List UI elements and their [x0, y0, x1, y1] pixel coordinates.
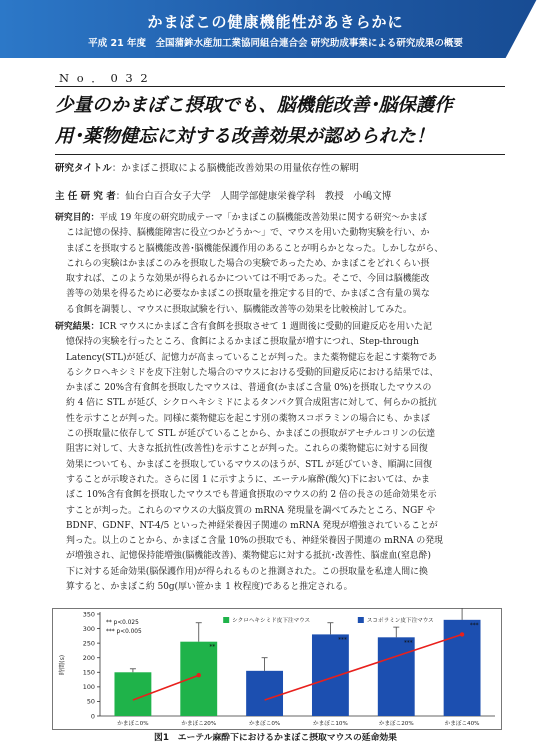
y-tick-label: 350 [82, 610, 95, 619]
trend-point [197, 673, 201, 677]
y-tick-label: 150 [82, 668, 95, 677]
trend-point [460, 632, 464, 636]
purpose-label: 研究目的： [55, 213, 100, 223]
results-text: Latency(STL)が延び、記憶力が高まっていることが判った。また薬物健忘を起こす薬物であ [66, 352, 437, 363]
purpose-text: る食餌を調製し、マウスに摂取試験を行い、脳機能改善等の効果を比較検討してみた。 [66, 304, 412, 315]
figure-caption: 図1 エーテル麻酔下におけるかまぼこ摂取マウスの延命効果 [154, 733, 397, 743]
significance-legend: *** p<0.005 [106, 629, 142, 635]
significance-legend: ** p<0.025 [106, 620, 139, 626]
legend-label: スコポラミン皮下注マウス [366, 618, 434, 624]
research-title-value: ：かまぼこ摂取による脳機能改善効果の用量依存性の解明 [111, 163, 359, 174]
results-line [55, 504, 501, 519]
purpose-text: 善等の効果を得るために必要なかまぼこの摂取量を推定する目的で、かまぼこ含有量の異な [66, 289, 430, 300]
significance-label: *** [338, 637, 347, 644]
significance-label: *** [403, 640, 413, 647]
purpose-text: これらの実験はかまぼこのみを摂取した場合の実験であったため、かまぼこをどれくらい摂 [66, 258, 430, 269]
purpose-text: こは記憶の保持、脳機能障害に役立つかどうか～」で、マウスを用いた動物実験を行い、か [66, 228, 430, 239]
purpose-text: まぼこを摂取すると脳機能改善･脳機能保護作用のあることが明らかとなった。しかしながら、 [66, 243, 444, 254]
purpose-line [55, 272, 501, 287]
results-line [55, 351, 501, 366]
purpose-line [55, 226, 501, 241]
purpose-line [55, 287, 501, 302]
y-tick-label: 200 [82, 654, 95, 663]
legend-swatch [358, 617, 364, 623]
results-line [55, 488, 501, 503]
y-tick-label: 50 [86, 697, 95, 706]
lead-researcher-value: ：仙台白百合女子大学 人間学部健康栄養学科 教授 小嶋文博 [115, 191, 392, 202]
results-text: 算すると、かまぼこ約 50g(厚い笹かま 1 枚程度)であると推定される。 [66, 582, 353, 593]
bar [246, 671, 283, 716]
results-line [55, 366, 501, 381]
y-tick-label: 250 [82, 639, 95, 648]
purpose-line [55, 242, 501, 257]
results-text: るシクロヘキシミドを皮下注射した場合のマウスにおける受動的回避反応における結果では、 [66, 367, 439, 378]
results-label: 研究結果： [55, 322, 100, 332]
results-text: ICR マウスにかまぼこ含有食餌を摂取させて 1 週間後に受動的回避反応を用いた記 [99, 322, 432, 332]
results-line [55, 534, 501, 549]
results-line [55, 519, 501, 534]
legend-label: シクロヘキシミド皮下注マウス [232, 618, 311, 624]
purpose-text: 取すれば、このような効果が得られるかについては不明であった。そこで、今回は脳機能改 [66, 274, 430, 285]
header-title: かまぼこの健康機能性があきらかに [147, 13, 404, 31]
results-line [55, 580, 501, 595]
headline [55, 86, 505, 155]
results-text: 下に対する延命効果(脳保護作用)が得られるものと推測された。この摂取量を私達人間に換 [66, 566, 428, 577]
lead-researcher [55, 188, 391, 202]
results-text: が増強され、記憶保持能増強(脳機能改善)、薬物健忘に対する抵抗･改善性、脳虚血(窒息酔) [66, 551, 431, 562]
research-title [55, 160, 359, 174]
results-line [55, 473, 501, 488]
x-tick-label: かまぼこ40% [444, 721, 480, 727]
x-tick-label: かまぼこ20% [378, 721, 414, 727]
y-tick-label: 300 [82, 624, 95, 633]
y-tick-label: 0 [90, 712, 95, 721]
results-text: かまぼこ 20%含有食餌を摂取したマウスは、普通食(かまぼこ含量 0%)を摂取したマウスの [66, 383, 432, 394]
research-results [55, 320, 501, 595]
results-text: することが示唆された。さらに図 1 に示すように、エーテル麻酔(酸欠)下においては、かま [66, 474, 430, 485]
results-text: 約 4 倍に STL が延び、シクロヘキシミドによるタンパク質合成阻害に対して、何らかの抵抗 [66, 398, 437, 409]
results-line [55, 320, 501, 335]
purpose-text: 平成 19 年度の研究助成テーマ「かまぼこの脳機能改善効果に関する研究～かまぼ [99, 213, 427, 223]
purpose-line [55, 257, 501, 272]
purpose-line [55, 303, 501, 318]
document-number: N o ． 0 3 2 [59, 71, 150, 85]
results-line [55, 412, 501, 427]
results-text: この摂取量に依存して STL が延びていることから、かまぼこの摂取がアセチルコリンの伝達 [66, 429, 436, 440]
x-tick-label: かまぼこ20% [181, 721, 217, 727]
y-tick-label: 100 [82, 683, 95, 692]
legend-swatch [223, 617, 229, 623]
results-line [55, 381, 501, 396]
results-text: 阻害に対して、大きな抵抗性(改善性)を示すことが判った。これらの薬物健忘に対する回復 [66, 444, 428, 455]
headline-line-2: 用･薬物健忘に対する改善効果が認められた！ [55, 126, 435, 147]
headline-line-1: 少量のかまぼこ摂取でも、脳機能改善･脳保護作 [55, 95, 453, 116]
results-line [55, 565, 501, 580]
results-text: 性を示すことが判った。同様に薬物健忘を起こす別の薬物スコポラミンの場合にも、かまぼ [66, 413, 430, 424]
purpose-line [55, 211, 501, 226]
results-text: 効果についても、かまぼこを摂取しているマウスのほうが、STL が延びていき、順調に回復 [66, 459, 433, 470]
bar [378, 637, 415, 716]
x-tick-label: かまぼこ0% [117, 721, 149, 727]
results-text: ぼこ 10%含有食餌を摂取したマウスでも普通食摂取のマウスの約 2 倍の長さの延命効果を示 [66, 490, 437, 501]
y-axis-label: 時間(s) [59, 654, 66, 676]
results-text: すことが判った。これらのマウスの大脳皮質の mRNA 発現量を調べてみたところ、NGF や [66, 505, 436, 516]
header-banner [0, 0, 551, 58]
research-title-label: 研究タイトル [55, 163, 112, 174]
bar [114, 672, 151, 716]
results-line [55, 335, 501, 350]
research-purpose [55, 211, 501, 318]
results-text: 判った。以上のことから、かまぼこ含量 10%の摂取でも、神経栄養因子関連の mRNA の発現 [66, 536, 443, 547]
significance-label: ** [209, 644, 216, 651]
results-line [55, 442, 501, 457]
significance-label: *** [469, 622, 479, 629]
results-line [55, 458, 501, 473]
header-subtitle: 平成 21 年度 全国蒲鉾水産加工業協同組合連合会 研究助成事業による研究成果の概要 [88, 38, 463, 49]
x-tick-label: かまぼこ0% [248, 721, 281, 727]
bar [180, 642, 217, 716]
trend-line [265, 634, 463, 700]
x-tick-label: かまぼこ10% [313, 721, 348, 727]
results-text: BDNF、GDNF、NT-4/5 といった神経栄養因子関連の mRNA 発現が増強されていることが [66, 520, 438, 531]
results-line [55, 396, 501, 411]
results-text: 憶保持の実験を行ったところ、食餌によるかまぼこ摂取量が増すにつれ、Step-through [66, 337, 419, 348]
lead-researcher-label: 主 任 研 究 者 [55, 191, 116, 202]
results-line [55, 549, 501, 564]
bar [312, 634, 349, 716]
results-line [55, 427, 501, 442]
survival-chart [52, 608, 500, 728]
